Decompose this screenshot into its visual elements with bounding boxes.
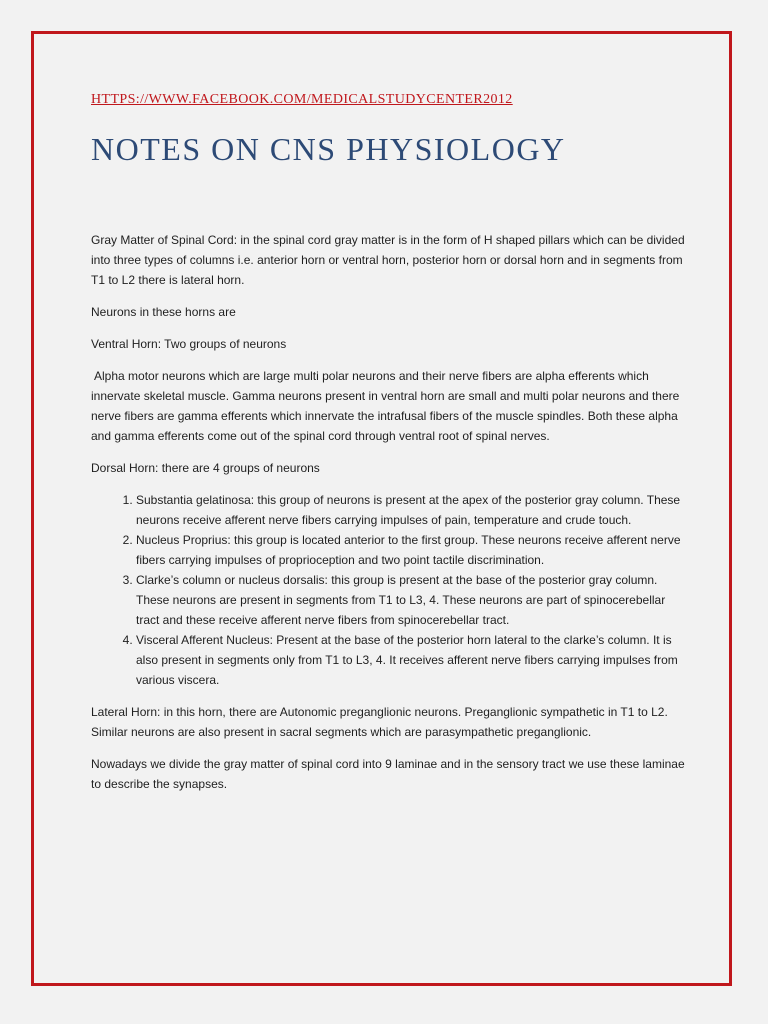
facebook-link[interactable]: HTTPS://WWW.FACEBOOK.COM/MEDICALSTUDYCENTER2012 — [91, 92, 513, 107]
dorsal-horn-list — [91, 490, 691, 690]
list-item-nucleus-proprius: 2. Nucleus Proprius: this group is located anterior to the first group. These neurons receive afferent nerve fibers carrying impulses of proprioception and two point tactile discrimination. — [136, 530, 691, 570]
paragraph-ventral-heading: Ventral Horn: Two groups of neurons — [91, 337, 287, 351]
paragraph-gray-matter: Gray Matter of Spinal Cord: in the spinal cord gray matter is in the form of H shaped pillars which can be divided into three types of columns i.e. anterior horn or ventral horn, posterior horn or dorsal horn and in segments from T1 to L2 there is lateral horn. — [91, 233, 685, 287]
list-item-substantia-gelatinosa: 1. Substantia gelatinosa: this group of neurons is present at the apex of the posterior gray column. These neurons receive afferent nerve fibers carrying impulses of pain, temperature and crude touch. — [136, 490, 691, 530]
document-body — [91, 230, 691, 806]
paragraph-neurons-intro: Neurons in these horns are — [91, 305, 236, 319]
page-title: NOTES ON CNS PHYSIOLOGY — [91, 131, 566, 167]
paragraph-laminae: Nowadays we divide the gray matter of spinal cord into 9 laminae and in the sensory tract we use these laminae to describe the synapses. — [91, 757, 685, 791]
list-item-visceral-afferent-nucleus: 4. Visceral Afferent Nucleus: Present at the base of the posterior horn lateral to the clarke’s column. It is also present in segments only from T1 to L3, 4. It receives afferent nerve fibers carrying impulses from various viscera. — [136, 630, 691, 690]
paragraph-ventral-detail: Alpha motor neurons which are large multi polar neurons and their nerve fibers are alpha efferents which innervate skeletal muscle. Gamma neurons present in ventral horn are small and multi polar neurons and there nerve fibers are gamma efferents which innervate the intrafusal fibers of the muscle spindles. Both these alpha and gamma efferents come out of the spinal cord through ventral root of spinal nerves. — [91, 369, 680, 443]
paragraph-lateral-horn: Lateral Horn: in this horn, there are Autonomic preganglionic neurons. Preganglionic sympathetic in T1 to L2. Similar neurons are also present in sacral segments which are parasympathetic preganglionic. — [91, 705, 668, 739]
list-item-clarkes-column: 3. Clarke’s column or nucleus dorsalis: this group is present at the base of the posterior gray column. These neurons are present in segments from T1 to L3, 4. These neurons are part of spinocerebellar tract and these receive afferent nerve fibers from spinocerebellar tract. — [136, 570, 691, 630]
paragraph-dorsal-heading: Dorsal Horn: there are 4 groups of neurons — [91, 461, 320, 475]
